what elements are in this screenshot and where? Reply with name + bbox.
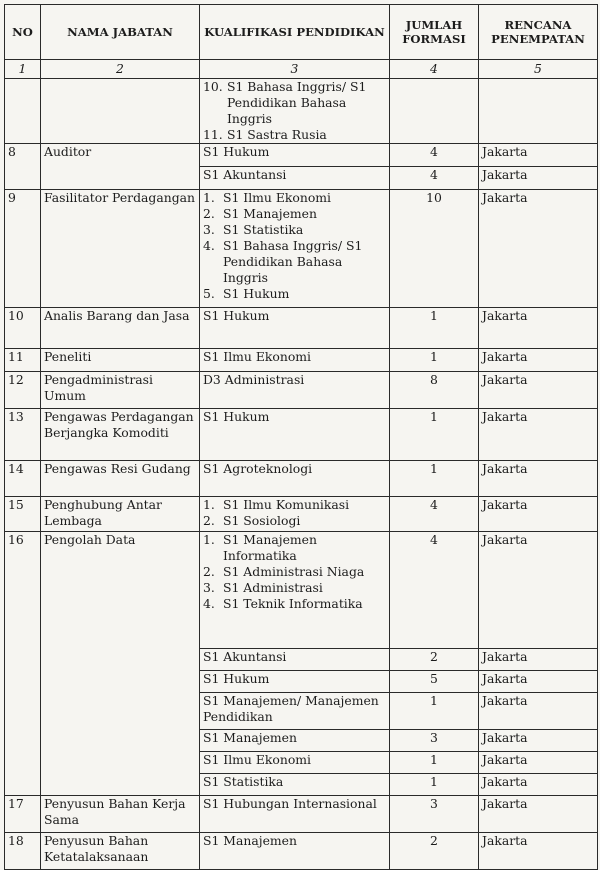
cell-penempatan: Jakarta bbox=[479, 308, 598, 349]
column-number: 2 bbox=[41, 60, 200, 79]
cell-kualifikasi: S1 Ilmu Ekonomi bbox=[200, 349, 390, 372]
table-row bbox=[5, 144, 598, 167]
list-item: 5. S1 Hukum bbox=[203, 286, 290, 301]
cell-jabatan: Pengawas Resi Gudang bbox=[41, 461, 200, 497]
cell-no: 13 bbox=[5, 409, 41, 461]
cell-jabatan: Penghubung Antar Lembaga bbox=[41, 497, 200, 532]
cell-kualifikasi: S1 Akuntansi bbox=[200, 649, 390, 671]
table-row bbox=[5, 349, 598, 372]
cell-penempatan: Jakarta bbox=[479, 649, 598, 671]
list-item: 1. S1 Ilmu Komunikasi bbox=[203, 497, 350, 512]
cell-jumlah: 1 bbox=[390, 693, 479, 730]
cell-kualifikasi bbox=[200, 190, 390, 308]
list-item: 10. S1 Bahasa Inggris/ S1 Pendidikan Bahasa Inggris bbox=[203, 79, 367, 126]
list-item: 4. S1 Teknik Informatika bbox=[203, 596, 363, 611]
table-row bbox=[5, 79, 598, 144]
kualifikasi-list bbox=[203, 79, 386, 143]
cell-jabatan: Pengadministrasi Umum bbox=[41, 372, 200, 409]
list-item: 4. S1 Bahasa Inggris/ S1 Pendidikan Bahasa Inggris bbox=[203, 238, 363, 285]
cell-no: 9 bbox=[5, 190, 41, 308]
cell-penempatan: Jakarta bbox=[479, 774, 598, 796]
list-item: 2. S1 Sosiologi bbox=[203, 513, 301, 528]
cell-penempatan bbox=[479, 79, 598, 144]
cell-no: 15 bbox=[5, 497, 41, 532]
cell-jabatan: Pengawas Perdagangan Berjangka Komoditi bbox=[41, 409, 200, 461]
table-row bbox=[5, 409, 598, 461]
cell-kualifikasi: S1 Akuntansi bbox=[200, 167, 390, 190]
list-item: 1. S1 Ilmu Ekonomi bbox=[203, 190, 332, 205]
cell-penempatan: Jakarta bbox=[479, 730, 598, 752]
cell-penempatan: Jakarta bbox=[479, 752, 598, 774]
cell-no: 14 bbox=[5, 461, 41, 497]
cell-no: 18 bbox=[5, 833, 41, 870]
table-row bbox=[5, 190, 598, 308]
cell-jumlah: 1 bbox=[390, 308, 479, 349]
cell-jumlah bbox=[390, 79, 479, 144]
cell-kualifikasi: S1 Ilmu Ekonomi bbox=[200, 752, 390, 774]
cell-penempatan: Jakarta bbox=[479, 190, 598, 308]
cell-jabatan: Peneliti bbox=[41, 349, 200, 372]
cell-jabatan: Analis Barang dan Jasa bbox=[41, 308, 200, 349]
cell-kualifikasi: S1 Manajemen bbox=[200, 730, 390, 752]
cell-jumlah: 1 bbox=[390, 349, 479, 372]
cell-kualifikasi: S1 Manajemen bbox=[200, 833, 390, 870]
cell-jabatan: Pengolah Data bbox=[41, 532, 200, 796]
cell-jabatan: Penyusun Bahan Ketatalaksanaan bbox=[41, 833, 200, 870]
table-row bbox=[5, 833, 598, 870]
cell-jumlah: 1 bbox=[390, 409, 479, 461]
list-item: 2. S1 Manajemen bbox=[203, 206, 317, 221]
cell-penempatan: Jakarta bbox=[479, 796, 598, 833]
cell-no: 8 bbox=[5, 144, 41, 190]
cell-kualifikasi: D3 Administrasi bbox=[200, 372, 390, 409]
cell-kualifikasi: S1 Hubungan Internasional bbox=[200, 796, 390, 833]
cell-jumlah: 1 bbox=[390, 774, 479, 796]
cell-no: 17 bbox=[5, 796, 41, 833]
table-row bbox=[5, 461, 598, 497]
list-item: 3. S1 Statistika bbox=[203, 222, 304, 237]
cell-jabatan: Auditor bbox=[41, 144, 200, 190]
cell-kualifikasi bbox=[200, 79, 390, 144]
cell-jumlah: 5 bbox=[390, 671, 479, 693]
cell-kualifikasi bbox=[200, 497, 390, 532]
table-row bbox=[5, 497, 598, 532]
cell-no: 16 bbox=[5, 532, 41, 796]
cell-no: 10 bbox=[5, 308, 41, 349]
cell-kualifikasi: S1 Manajemen/ Manajemen Pendidikan bbox=[200, 693, 390, 730]
kualifikasi-list bbox=[203, 532, 386, 612]
column-number: 3 bbox=[200, 60, 390, 79]
cell-jumlah: 2 bbox=[390, 649, 479, 671]
header-kualifikasi: KUALIFIKASI PENDIDIKAN bbox=[200, 5, 390, 60]
cell-kualifikasi: S1 Agroteknologi bbox=[200, 461, 390, 497]
kualifikasi-list bbox=[203, 190, 386, 302]
cell-jumlah: 2 bbox=[390, 833, 479, 870]
column-number-row bbox=[5, 60, 598, 79]
list-item: 1. S1 Manajemen Informatika bbox=[203, 532, 317, 563]
cell-no bbox=[5, 79, 41, 144]
cell-jumlah: 10 bbox=[390, 190, 479, 308]
cell-penempatan: Jakarta bbox=[479, 409, 598, 461]
cell-jumlah: 1 bbox=[390, 461, 479, 497]
cell-jabatan: Penyusun Bahan Kerja Sama bbox=[41, 796, 200, 833]
cell-no: 12 bbox=[5, 372, 41, 409]
cell-kualifikasi: S1 Hukum bbox=[200, 409, 390, 461]
header-penempatan: RENCANA PENEMPATAN bbox=[479, 5, 598, 60]
cell-jumlah: 4 bbox=[390, 532, 479, 649]
cell-jumlah: 1 bbox=[390, 752, 479, 774]
column-number: 5 bbox=[479, 60, 598, 79]
cell-kualifikasi: S1 Statistika bbox=[200, 774, 390, 796]
header-no: NO bbox=[5, 5, 41, 60]
cell-penempatan: Jakarta bbox=[479, 671, 598, 693]
header-jumlah: JUMLAH FORMASI bbox=[390, 5, 479, 60]
cell-penempatan: Jakarta bbox=[479, 461, 598, 497]
column-number: 1 bbox=[5, 60, 41, 79]
cell-jabatan: Fasilitator Perdagangan bbox=[41, 190, 200, 308]
cell-penempatan: Jakarta bbox=[479, 144, 598, 167]
cell-jumlah: 3 bbox=[390, 730, 479, 752]
cell-jumlah: 4 bbox=[390, 144, 479, 167]
table-row bbox=[5, 372, 598, 409]
cell-jumlah: 3 bbox=[390, 796, 479, 833]
cell-jumlah: 4 bbox=[390, 497, 479, 532]
header-row bbox=[5, 5, 598, 60]
header-jabatan: NAMA JABATAN bbox=[41, 5, 200, 60]
cell-penempatan: Jakarta bbox=[479, 167, 598, 190]
column-number: 4 bbox=[390, 60, 479, 79]
cell-penempatan: Jakarta bbox=[479, 833, 598, 870]
table-row bbox=[5, 308, 598, 349]
table-row bbox=[5, 532, 598, 649]
cell-kualifikasi: S1 Hukum bbox=[200, 308, 390, 349]
table-row bbox=[5, 796, 598, 833]
cell-jumlah: 8 bbox=[390, 372, 479, 409]
cell-penempatan: Jakarta bbox=[479, 372, 598, 409]
cell-penempatan: Jakarta bbox=[479, 693, 598, 730]
cell-penempatan: Jakarta bbox=[479, 349, 598, 372]
formasi-table bbox=[4, 4, 598, 870]
cell-jumlah: 4 bbox=[390, 167, 479, 190]
cell-no: 11 bbox=[5, 349, 41, 372]
cell-jabatan bbox=[41, 79, 200, 144]
cell-kualifikasi: S1 Hukum bbox=[200, 144, 390, 167]
list-item: 11. S1 Sastra Rusia bbox=[203, 127, 327, 142]
list-item: 2. S1 Administrasi Niaga bbox=[203, 564, 365, 579]
cell-penempatan: Jakarta bbox=[479, 532, 598, 649]
list-item: 3. S1 Administrasi bbox=[203, 580, 323, 595]
kualifikasi-list bbox=[203, 497, 386, 529]
cell-kualifikasi bbox=[200, 532, 390, 649]
cell-kualifikasi: S1 Hukum bbox=[200, 671, 390, 693]
cell-penempatan: Jakarta bbox=[479, 497, 598, 532]
